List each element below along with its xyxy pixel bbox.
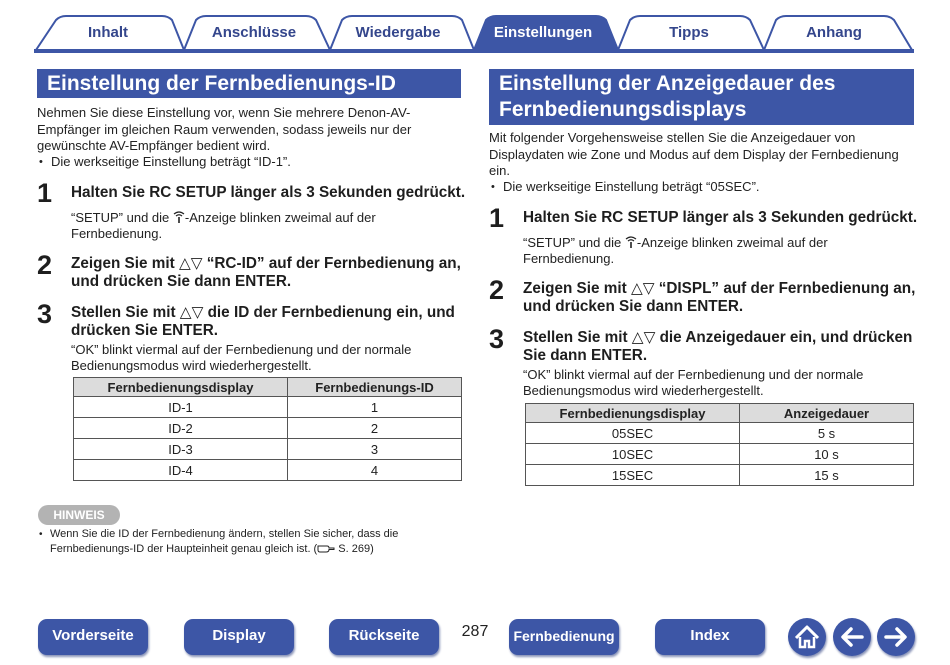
display-button[interactable]: Display bbox=[184, 619, 294, 655]
tab-einstellungen[interactable]: Einstellungen bbox=[493, 24, 593, 41]
step-title: Halten Sie RC SETUP länger als 3 Sekunden gedrückt. bbox=[523, 209, 918, 226]
remote-signal-icon bbox=[173, 211, 185, 223]
column-header: Fernbedienungsdisplay bbox=[74, 378, 288, 397]
index-button[interactable]: Index bbox=[655, 619, 765, 655]
table-cell: 3 bbox=[288, 439, 462, 460]
table-cell: 10SEC bbox=[526, 444, 740, 465]
table-cell: ID-4 bbox=[74, 460, 288, 481]
arrow-left-icon bbox=[833, 618, 871, 656]
step-description: “OK” blinkt viermal auf der Fernbedienung und der normale Bedienungsmodus wird wiederhergestellt. bbox=[523, 367, 864, 398]
tab-tipps[interactable]: Tipps bbox=[669, 24, 709, 41]
intro-text: Nehmen Sie diese Einstellung vor, wenn Sie mehrere Denon-AV-Empfänger im gleichen Raum verwenden, sodass jeweils nur der gewünschte AV-Empfänger bedient wird. bbox=[37, 105, 412, 153]
default-setting: • Die werkseitige Einstellung beträgt “05SEC”. bbox=[503, 179, 903, 196]
tab-wiedergabe[interactable]: Wiedergabe bbox=[355, 24, 441, 41]
step-number: 3 bbox=[37, 299, 53, 329]
step-description bbox=[523, 235, 903, 267]
section-title-display-duration: Einstellung der Anzeigedauer des Fernbedienungsdisplays bbox=[489, 69, 914, 125]
table-cell: ID-3 bbox=[74, 439, 288, 460]
step-number: 1 bbox=[489, 203, 505, 233]
remote-signal-icon bbox=[625, 236, 637, 248]
rear-panel-button[interactable]: Rückseite bbox=[329, 619, 439, 655]
note-line2: Fernbedienungs-ID der Haupteinheit genau gleich ist. bbox=[50, 543, 311, 555]
arrow-right-icon bbox=[877, 618, 915, 656]
column-header: Fernbedienungs-ID bbox=[288, 378, 462, 397]
tab-inhalt[interactable]: Inhalt bbox=[88, 24, 128, 41]
section-title-remote-id: Einstellung der Fernbedienungs-ID bbox=[37, 69, 461, 98]
remote-id-table bbox=[73, 377, 462, 481]
page-number: 287 bbox=[461, 623, 489, 640]
table-cell: 1 bbox=[288, 397, 462, 418]
home-icon bbox=[788, 618, 826, 656]
step-desc-pre: “SETUP” und die bbox=[71, 210, 170, 225]
front-panel-button[interactable]: Vorderseite bbox=[38, 619, 148, 655]
table-cell: ID-1 bbox=[74, 397, 288, 418]
note-page-ref[interactable]: S. 269 bbox=[338, 543, 371, 555]
table-cell: 2 bbox=[288, 418, 462, 439]
table-cell: ID-2 bbox=[74, 418, 288, 439]
column-header: Anzeigedauer bbox=[740, 404, 914, 423]
step-title: Zeigen Sie mit △▽ “DISPL” auf der Fernbedienung an, und drücken Sie dann ENTER. bbox=[523, 280, 916, 315]
table-row bbox=[74, 460, 462, 481]
table-row bbox=[526, 423, 914, 444]
home-button[interactable] bbox=[788, 618, 826, 656]
table-row bbox=[74, 418, 462, 439]
step-number: 3 bbox=[489, 324, 505, 354]
table-cell: 4 bbox=[288, 460, 462, 481]
step-desc-line2: Fernbedienung. bbox=[71, 226, 163, 241]
step-desc-line2: Fernbedienung. bbox=[523, 251, 615, 266]
step-desc-post: -Anzeige blinken zweimal auf der bbox=[636, 235, 828, 250]
table-row bbox=[526, 444, 914, 465]
table-row bbox=[74, 439, 462, 460]
table-cell: 15SEC bbox=[526, 465, 740, 486]
step-description bbox=[71, 210, 451, 242]
table-cell: 15 s bbox=[740, 465, 914, 486]
intro-text: Mit folgender Vorgehensweise stellen Sie die Anzeigedauer von Displaydaten wie Zone und Modus auf dem Display der Fernbedienung ein. bbox=[489, 130, 899, 178]
forward-button[interactable] bbox=[877, 618, 915, 656]
step-number: 2 bbox=[37, 250, 53, 280]
table-cell: 05SEC bbox=[526, 423, 740, 444]
step-desc-post: -Anzeige blinken zweimal auf der bbox=[184, 210, 376, 225]
step-title: Halten Sie RC SETUP länger als 3 Sekunden gedrückt. bbox=[71, 184, 466, 201]
step-desc-pre: “SETUP” und die bbox=[523, 235, 622, 250]
remote-control-button[interactable]: Fernbedienung bbox=[509, 619, 619, 655]
note-text: • Wenn Sie die ID der Fernbedienung ändern, stellen Sie sicher, dass die Fernbedienungs-ID der Haupteinheit genau gleich ist. ( S. 269) bbox=[50, 527, 430, 557]
tab-anschluesse[interactable]: Anschlüsse bbox=[211, 24, 297, 41]
pointing-hand-icon bbox=[317, 543, 335, 553]
default-setting: • Die werkseitige Einstellung beträgt “ID-1”. bbox=[51, 154, 451, 171]
step-description: “OK” blinkt viermal auf der Fernbedienung und der normale Bedienungsmodus wird wiederhergestellt. bbox=[71, 342, 412, 373]
column-header: Fernbedienungsdisplay bbox=[526, 404, 740, 423]
step-title: Zeigen Sie mit △▽ “RC-ID” auf der Fernbedienung an, und drücken Sie dann ENTER. bbox=[71, 255, 461, 290]
step-title: Stellen Sie mit △▽ die Anzeigedauer ein, und drücken Sie dann ENTER. bbox=[523, 329, 913, 364]
tab-bar bbox=[0, 0, 950, 56]
step-number: 1 bbox=[37, 178, 53, 208]
step-number: 2 bbox=[489, 275, 505, 305]
step-title: Stellen Sie mit △▽ die ID der Fernbedienung ein, und drücken Sie ENTER. bbox=[71, 304, 455, 339]
table-header-row bbox=[74, 378, 462, 397]
table-cell: 10 s bbox=[740, 444, 914, 465]
back-button[interactable] bbox=[833, 618, 871, 656]
display-duration-table bbox=[525, 403, 914, 486]
table-cell: 5 s bbox=[740, 423, 914, 444]
tab-anhang[interactable]: Anhang bbox=[806, 24, 862, 41]
table-header-row bbox=[526, 404, 914, 423]
table-row bbox=[526, 465, 914, 486]
table-row bbox=[74, 397, 462, 418]
note-badge: HINWEIS bbox=[38, 505, 120, 525]
note-line1: Wenn Sie die ID der Fernbedienung ändern, stellen Sie sicher, dass die bbox=[50, 528, 399, 540]
